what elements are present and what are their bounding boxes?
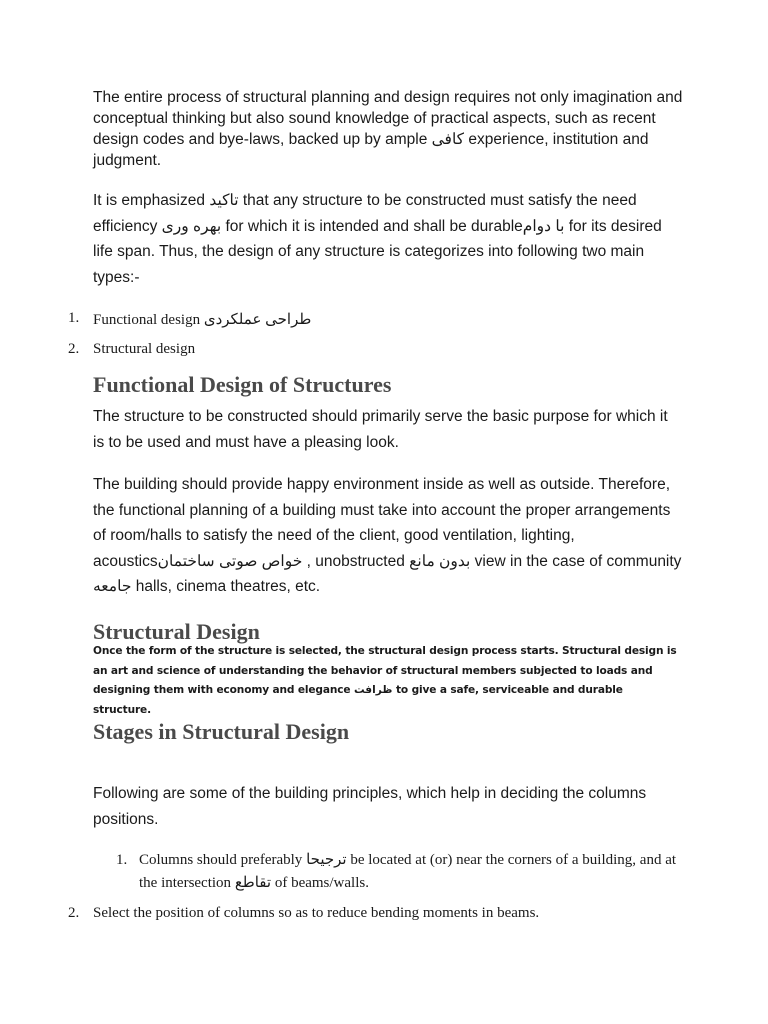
intro-paragraph-1: The entire process of structural planning and design requires not only imagination and conceptual thinking but also sound knowledge of practical aspects, such as recent design codes and bye-laws, backed up by ample کافی experience, institution and judgment. xyxy=(93,89,683,169)
list-number: 2. xyxy=(68,341,80,357)
intro-paragraph-2: It is emphasized تاکید that any structure to be constructed must satisfy the need efficiency بهره وری for which it is intended and shall be durableبا دوام for its desired life span. Thus, the design of any structure is categorizes into following two main types:- xyxy=(93,192,662,286)
structural-paragraph: Once the form of the structure is selected, the structural design process starts. Structural design is an art and science of understanding the behavior of structural members subjected to loads and designing them with economy and elegance ظرافت to give a safe, serviceable and durable structure. xyxy=(93,645,677,716)
list-item-text: Select the position of columns so as to reduce bending moments in beams. xyxy=(93,905,540,921)
list-item-text: Structural design xyxy=(93,341,196,357)
list-number: 2. xyxy=(68,905,80,921)
functional-paragraph-2: The building should provide happy environment inside as well as outside. Therefore, the functional planning of a building must take into account the proper arrangements of room/halls to satisfy the need of the client, good ventilation, lighting, acousticsخواص صوتی ساختمان , unobstructed بدون مانع view in the case of community جامعه halls, cinema theatres, etc. xyxy=(93,476,682,595)
stages-intro-paragraph: Following are some of the building principles, which help in deciding the columns positions. xyxy=(93,785,647,828)
section-heading-stages: Stages in Structural Design xyxy=(93,719,350,744)
functional-paragraph-1: The structure to be constructed should primarily serve the basic purpose for which it is to be used and must have a pleasing look. xyxy=(93,408,668,451)
section-heading-functional: Functional Design of Structures xyxy=(93,372,392,397)
list-item-text: Functional design طراحی عملکردی xyxy=(93,312,312,328)
list-item-text: Columns should preferably ترجیحا be located at (or) near the corners of a building, and at the intersection تقاطع of beams/walls. xyxy=(139,852,677,891)
section-heading-structural: Structural Design xyxy=(93,619,260,644)
list-number: 1. xyxy=(68,310,80,326)
list-number: 1. xyxy=(116,852,128,868)
